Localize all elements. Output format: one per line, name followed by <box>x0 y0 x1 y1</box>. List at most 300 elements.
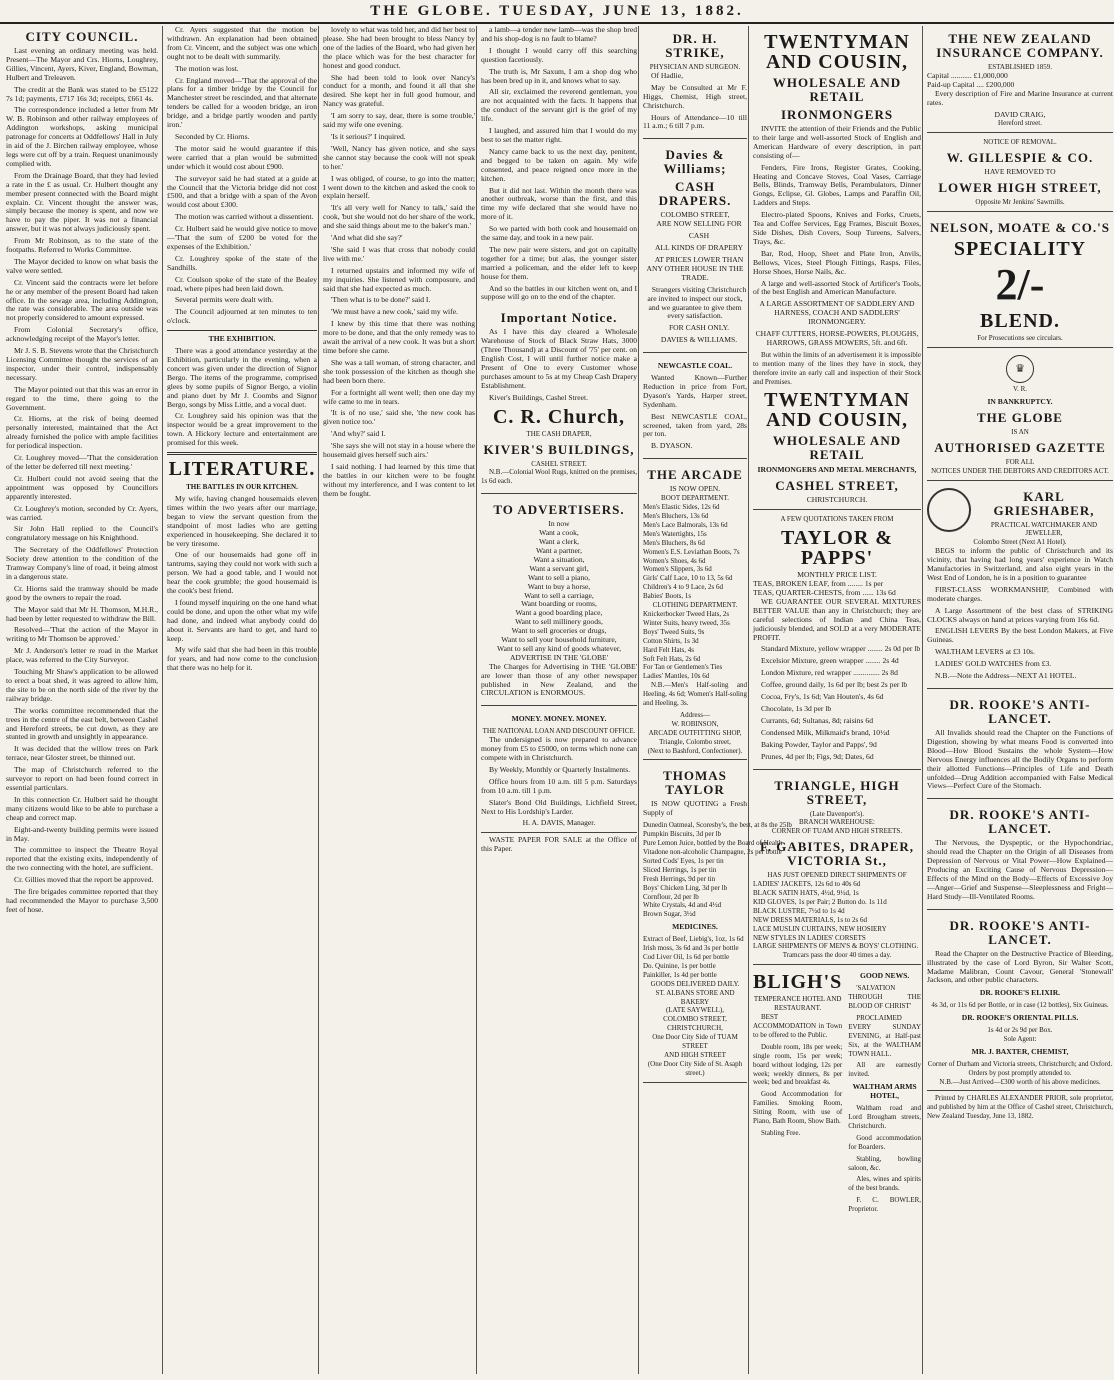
tea-list <box>753 580 921 598</box>
list-item: Cod Liver Oil, 1s 6d per bottle <box>643 952 730 961</box>
important-notice-body <box>481 328 637 402</box>
removal-moved: HAVE REMOVED TO <box>984 167 1056 177</box>
rooke-ad-1 <box>927 692 1113 799</box>
list-item: Women's E.S. Leviathan Boots, 7s <box>643 547 740 556</box>
paragraph: I found myself inquiring on the one hand what could be done, and upon the other what my wife had done, and indeed what anybody could do about it. Servants are hard to get, and hard to keep. <box>167 597 317 643</box>
rooke-ad-3 <box>927 913 1113 1092</box>
address-line: (One Door City Side of St. Asaph street.) <box>647 1059 743 1077</box>
grieshaber-heading: KARL GRIESHABER, <box>993 488 1095 518</box>
list-item: Want a cook, <box>539 528 579 538</box>
story-body <box>323 26 475 499</box>
paragraph: The Council adjourned at ten minutes to ten o'clock. <box>167 307 317 326</box>
paragraph: I was obliged, of course, to go into the matter; I went down to the kitchen and asked the cook to explain herself. <box>323 173 475 201</box>
paragraph: Stabling, bowling saloon, &c. <box>848 1154 921 1172</box>
paragraph: Cr. Loughrey's motion, seconded by Cr. Ayers, was carried. <box>6 503 158 522</box>
insurance-heading: THE NEW ZEALAND INSURANCE COMPANY. <box>936 31 1104 60</box>
strike-heading: DR. H. STRIKE, <box>665 31 725 60</box>
paragraph: Excelsior Mixture, green wrapper ........ 2s 4d <box>761 656 899 666</box>
waste-paper-notice: WASTE PAPER FOR SALE at the Office of this Paper. <box>481 835 637 854</box>
twentyman-ad <box>753 26 921 510</box>
paragraph: 'She said I was that cross that nobody could live with me.' <box>323 244 475 263</box>
paragraph: Bar, Rod, Hoop, Sheet and Plate Iron, Anvils, Bellows, Vices, Steel Plough Fittings, Rasps, Files, Horse Shoes, Horse Nails, &c. <box>753 248 921 276</box>
list-item: Want to sell a carriage, <box>524 590 594 600</box>
paragraph: DAVIES & WILLIAMS. <box>660 335 738 345</box>
paragraph: My wife, having changed housemaids eleven times within the two years after our marriage, began to view the servant question from the standpoint of most ladies who are getting experienced in housekeeping. She declared it to be very tiresome. <box>167 493 317 548</box>
list-item: Want boarding or rooms, <box>521 599 597 609</box>
arcade-heading: THE ARCADE <box>647 467 743 483</box>
arcade-subheading: IS NOW OPEN. <box>669 484 721 494</box>
strike-body <box>643 72 747 131</box>
paragraph: Currants, 6d; Sultanas, 8d; raisins 6d <box>761 715 874 725</box>
paragraph: But it did not last. Within the month there was another outbreak, worse than the first, and this time my wife declared that she would have no more of it. <box>481 185 637 222</box>
globe-for-all: FOR ALL <box>1005 457 1035 466</box>
paragraph: Cr. Gillies moved that the report be approved. <box>14 875 154 885</box>
kiver-note: N.B.—Colonial Wool Rugs, knitted on the premises, 1s 6d each. <box>481 468 637 486</box>
paragraph: BEGS to inform the public of Christchurch and its vicinity, that having had long years' experience in Watch Manufactories in Switzerland, and also eight years in the West End of London, he is in a position to guarantee <box>927 546 1113 582</box>
list-item: Want to sell groceries or drugs, <box>511 626 607 636</box>
divider <box>167 452 317 455</box>
list-item: Women's Shoes, 4s 6d <box>643 556 706 565</box>
paragraph: The map of Christchurch referred to the surveyor to report on had been found correct in essential particulars. <box>6 765 158 792</box>
paragraph: INVITE the attention of their Friends and the Public to their large and well-assorted Stock of English and American Hardware of every description, in part consisting of— <box>753 124 921 160</box>
paragraph: 'It is of no use,' said she, 'the new cook has given notice too.' <box>323 408 475 427</box>
list-item: Men's Lace Balmorals, 13s 6d <box>643 520 728 529</box>
list-item: Want a good boarding place, <box>515 608 603 618</box>
address-line: Triangle, Colombo street, <box>659 737 731 746</box>
kiver-subtitle: CASHEL STREET. <box>531 459 587 468</box>
paragraph: F. C. BOWLER, Proprietor. <box>848 1196 921 1214</box>
list-item: Cotton Shirts, 1s 3d <box>643 636 699 645</box>
paragraph: Office hours from 10 a.m. till 5 p.m. Saturdays from 10 a.m. till 1 p.m. <box>481 776 637 795</box>
paragraph: ENGLISH LEVERS By the best London Makers, at Five Guineas. <box>927 626 1113 645</box>
list-item: Want to sell any kind of goods whatever, <box>497 643 621 653</box>
paragraph: Good accommodation for Boarders. <box>848 1133 921 1151</box>
list-item: In now <box>548 519 570 529</box>
paragraph: Waltham road and Lord Brougham streets, Christchurch. <box>848 1104 921 1130</box>
list-item: Dunedin Oatmeal, Scoresby's, the best, at 8s the 25lb <box>643 821 792 830</box>
list-item: NEW STYLES IN LADIES' CORSETS <box>753 933 866 942</box>
coal-ad <box>643 356 747 459</box>
paragraph: The works committee recommended that the trees in the centre of the east belt, between Cashel and Hereford streets, be cut down, as they are stunted in growth and unsightly in appearance. <box>6 705 158 742</box>
paragraph: Of Hadlie, <box>651 70 684 80</box>
list-item: Men's Elastic Sides, 12s 6d <box>643 503 720 512</box>
list-item: Want to sell your household furniture, <box>501 635 617 645</box>
list-item: LACE MUSLIN CURTAINS, NEW HOSIERY <box>753 924 887 933</box>
list-item: ADVERTISE IN THE 'GLOBE' <box>509 652 609 662</box>
paragraph: A Large Assortment of the best class of STRIKING CLOCKS always on hand at prices varying from 16s 6d. <box>927 605 1113 624</box>
insurance-body: Every description of Fire and Marine Insurance at current rates. <box>927 88 1113 107</box>
imprint: Printed by CHARLES ALEXANDER PRIOR, sole proprietor, and published by him at the Office of Cashel street, Christchurch, New Zealand Tuesday, June 13, 1882. <box>927 1094 1113 1121</box>
davies-subheading: CASH DRAPERS. <box>658 179 732 209</box>
paragraph: The fire brigades committee reported that they had recommended the Mayor to purchase 3,500 feet of hose. <box>6 887 158 914</box>
story-continued-body <box>481 26 637 302</box>
address-line: (Next to Bashford, Confectioner). <box>647 746 743 755</box>
paragraph: She was a tall woman, of strong character, and she took possession of the kitchen as though she had been born there. <box>323 357 475 385</box>
money-heading: MONEY. MONEY. MONEY. <box>511 714 607 724</box>
elixir-price: 4s 3d, or 11s 6d per Bottle, or in case (12 bottles), Six Guineas. <box>931 1001 1109 1010</box>
chaff-line: CHAFF CUTTERS, HORSE-POWERS, PLOUGHS, HARROWS, GRASS MOWERS, 5ft. and 6ft. <box>755 329 919 347</box>
list-item: Babies' Boots, 1s <box>643 592 692 601</box>
saddlery-line: A LARGE ASSORTMENT OF SADDLERY AND HARNESS, COACH AND SADDLERS' IRONMONGERY. <box>759 299 915 327</box>
paragraph: 'SALVATION THROUGH THE BLOOD OF CHRIST' <box>848 984 921 1010</box>
paragraph: I thought I would carry off this searching question facetiously. <box>481 45 637 64</box>
arcade-ad <box>643 462 747 760</box>
nelson-moate-heading: NELSON, MOATE & CO.'S <box>929 220 1111 236</box>
davies-street: COLOMBO STREET, <box>660 210 730 220</box>
arcade-note: N.B.—Men's Half-soling and Heeling, 4s 6d; Women's Half-soling and Heeling, 3s. <box>643 681 747 708</box>
royal-arms-icon: ♛ <box>1006 355 1034 383</box>
paragraph: In this connection Cr. Hulbert said he thought many citizens would like to be able to purchase a cheap and correct map. <box>6 794 158 822</box>
list-item: Capital ........... £1,000,000 <box>927 70 1008 80</box>
list-item: KID GLOVES, 1s per Pair; 2 Button do. 1s 11d <box>753 897 887 906</box>
paragraph: Best NEWCASTLE COAL, screened, taken from yard, 28s per ton. <box>643 411 747 439</box>
list-item: LADIES' JACKETS, 12s 6d to 40s 6d <box>753 880 861 889</box>
insurance-ad <box>927 26 1113 133</box>
grieshaber-body <box>927 547 1113 681</box>
twentyman-subheading: WHOLESALE AND RETAIL <box>772 75 902 104</box>
paragraph: Cr. Loughrey said his opinion was that the inspector would be a great improvement to the town. A Hickory lecture and entertainment are promised for this week. <box>167 411 317 448</box>
insurance-capital <box>927 72 1113 90</box>
rooke-ad-2 <box>927 802 1113 909</box>
list-item: Sorted Cods' Eyes, 1s per tin <box>643 856 724 865</box>
paragraph: I said nothing. I had learned by this time that the battles in our kitchen were to be fought without my interference, and I was content to let them be fought. <box>323 461 475 498</box>
paragraph: Chocolate, 1s 3d per lb <box>761 703 832 713</box>
city-council-heading: CITY COUNCIL. <box>25 29 139 44</box>
oriental-pills-heading: DR. ROOKE'S ORIENTAL PILLS. <box>961 1013 1079 1023</box>
agent-name: MR. J. BAXTER, CHEMIST, <box>971 1046 1069 1056</box>
list-item: Extract of Beef, Liebig's, 1oz, 1s 6d <box>643 935 744 944</box>
paragraph: AT PRICES LOWER THAN ANY OTHER HOUSE IN THE TRADE. <box>646 254 744 282</box>
medicine-heading: MEDICINES. <box>672 922 718 932</box>
paragraph: Last evening an ordinary meeting was held. Present—The Mayor and Crs. Hiorns, Loughrey, Gillies, Vincent, Ayers, Kiver, England, Bowman, Hulbert and Treleaven. <box>6 46 158 82</box>
column-exhibition-literature <box>162 26 317 1374</box>
paragraph: lovely to what was told her, and did her best to please. She had been brought to bless Nancy by one of the ladies of the Board, who had given her the place which was for the best character for honest and good conduct. <box>323 25 475 70</box>
list-item: Paid-up Capital .... £200,000 <box>927 79 1015 89</box>
rooke-body-2: The Nervous, the Dyspeptic, or the Hypochondriac, should read the Chapter on the Origin of all Diseases from Depression of Nervous or Vital Power—How Explained—Producing an Exciting Cause of Nervous Depression—Effects of the Mind on the Body—Effects of Excessive Joy—Anger—Grief and Suspense—Sleeplessness and Fright—Hard Study—Ill-Ventilated Rooms. <box>927 838 1113 901</box>
address-line: AND HIGH STREET <box>664 1050 726 1059</box>
list-item: Men's Watertights, 15s <box>643 529 707 538</box>
list-item: Hard Felt Hats, 4s <box>643 645 694 654</box>
paragraph: By Weekly, Monthly or Quarterly Instalments. <box>489 764 631 774</box>
pocket-watch-icon <box>927 488 971 532</box>
list-item: Children's 4 to 9 Lace, 2s 6d <box>643 583 723 592</box>
elixir-heading: DR. ROOKE'S ELIXIR. <box>979 988 1061 998</box>
gabites-ad <box>753 773 921 966</box>
money-ad <box>481 709 637 833</box>
paragraph: 'I am sorry to say, dear, there is some trouble,' said my wife one evening. <box>323 111 475 130</box>
list-item: Want a clerk, <box>538 537 580 547</box>
rooke-heading-3: DR. ROOKE'S ANTI-LANCET. <box>949 917 1091 947</box>
divider <box>167 330 317 331</box>
taylor-list <box>643 821 792 919</box>
advertisers-ad <box>481 497 637 706</box>
davies-ad <box>643 142 747 353</box>
city-council-body <box>6 47 158 915</box>
list-item: BLACK LUSTRE, 7½d to 1s 4d <box>753 906 845 915</box>
paragraph: The credit at the Bank was stated to be £5122 7s 1d; payments, £717 16s 3d; receipts, £661 4s. <box>6 84 158 103</box>
paragraph: All sir, exclaimed the reverend gentleman, you are not acquainted with the facts. It happens that the conduct of the servant girl is the grief of my life. <box>481 87 637 124</box>
paragraph: The truth is, Mr Saxum, I am a shop dog who has been bred up in it, and knows what to say. <box>481 66 637 85</box>
list-item: BLACK SATIN HATS, 4½d, 9½d, 1s <box>753 889 859 898</box>
removal-street: LOWER HIGH STREET, <box>938 180 1102 196</box>
good-news-body <box>848 984 921 1079</box>
advertisers-list <box>481 520 637 663</box>
paragraph: Standard Mixture, yellow wrapper ........ 2s 0d per lb <box>761 644 921 654</box>
paragraph: Cr. Loughrey spoke of the state of the Sandhills. <box>167 253 317 272</box>
literature-heading: LITERATURE. <box>168 458 316 481</box>
rooke-body-3: Read the Chapter on the Destructive Practice of Bleeding, illustrated by the case of Lord Byron, Sir Walter Scott, Madame Malibran, Count Cavour, General 'Stonewall' Jackson, and other public characters. <box>927 948 1113 985</box>
list-item: Fresh Herrings, 9d per tin <box>643 874 716 883</box>
masthead: THE GLOBE. TUESDAY, JUNE 13, 1882. <box>0 0 1114 24</box>
paragraph: May be Consulted at Mr F. Higgs, Chemist, High street, Christchurch. <box>643 82 747 110</box>
paragraph: London Mixture, red wrapper .............. 2s 8d <box>761 668 898 678</box>
nelson-moate-note: For Prosecutions see circulars. <box>977 334 1063 343</box>
list-item: Want to buy a horse, <box>527 581 591 591</box>
removal-name: W. GILLESPIE & CO. <box>946 150 1094 166</box>
column-twentyman <box>748 26 921 1374</box>
speciality-label: SPECIALITY <box>953 238 1087 261</box>
bankruptcy-heading: IN BANKRUPTCY. <box>987 396 1053 406</box>
twentyman-heading: TWENTYMAN AND COUSIN, <box>764 31 910 73</box>
advertisers-note: The Charges for Advertising in THE 'GLOBE' are lower than those of any other newspaper published in New Zealand, and the CIRCULATION is ENORMOUS. <box>481 661 637 698</box>
rooke-body-1: All Invalids should read the Chapter on the Functions of Digestion, showing by what means Food is converted into Blood—How Blood Sustains the whole System—How Nervous Energy influences all the Bodily Organs to perform their allotted Functions—Principles of Life and Death unfolded—Drug Addition accompanied with False Medical Views—Perfect Cure of the Stomach. <box>927 728 1113 791</box>
grieshaber-subheading: PRACTICAL WATCHMAKER AND JEWELLER, <box>990 520 1098 538</box>
twentyman-ironmongers: IRONMONGERS <box>780 107 894 122</box>
list-item: Soft Felt Hats, 2s 6d <box>643 654 701 663</box>
list-item: TEAS, QUARTER-CHESTS, from ...... 13s 6d <box>753 588 896 597</box>
paragraph: The Mayor said that Mr H. Thomson, M.H.R., had been by letter requested to withdraw the Bill. <box>6 604 158 623</box>
paragraph: The new pair were sisters, and got on capitally together for a time; but alas, the younger sister married a policeman, and the elder left to keep house for them. <box>481 244 637 281</box>
paragraph: 'And why?' said I. <box>331 429 386 439</box>
store-address <box>643 1015 747 1077</box>
taylor-papps-ad <box>753 513 921 769</box>
globe-is-an: IS AN <box>1011 427 1029 436</box>
paragraph: Cr. Hiorns, at the risk of being deemed personally interested, maintained that the Act already furnished the police with ample facilities for periodical inspection. <box>6 414 158 451</box>
rooke-heading-2: DR. ROOKE'S ANTI-LANCET. <box>949 807 1091 837</box>
globe-notices: NOTICES UNDER THE DEBTORS AND CREDITORS ACT. <box>931 466 1109 475</box>
bligh-ad <box>753 968 842 1217</box>
taylor-papps-subheading: MONTHLY PRICE LIST. <box>797 570 877 580</box>
kiver-heading: KIVER'S BUILDINGS, <box>483 441 635 457</box>
list-item: For Tan or Gentlemen's Ties <box>643 663 723 672</box>
list-item: TEAS, BROKEN LEAF, from ........ 1s per <box>753 579 884 589</box>
list-item: Want to sell millinery goods, <box>515 617 603 627</box>
church-name: C. R. Church, <box>492 405 626 428</box>
paragraph: Prunes, 4d per lb; Figs, 9d; Dates, 6d <box>761 751 874 761</box>
bligh-body <box>753 1013 842 1138</box>
list-item: Want a servant girl, <box>529 563 589 573</box>
paragraph: My wife said that she had been in this trouble for years, and had now come to the conclusion that there was no help for it. <box>167 645 317 673</box>
paragraph: From Mr Robinson, as to the state of the footpaths. Referred to Works Committee. <box>6 236 158 255</box>
bottom-ads-row <box>753 968 921 1217</box>
column-story <box>318 26 475 1374</box>
paragraph: The surveyor said he had stated at a guide at the Council that the Victoria bridge did not cost £500, and that a bridge with a span of the Avon would cost about £300. <box>167 173 317 210</box>
list-item: Men's Bluchers, 8s 6d <box>643 538 705 547</box>
paragraph: 'We must have a new cook,' said my wife. <box>331 307 458 317</box>
davies-body <box>643 220 747 345</box>
paragraph: Condensed Milk, Milkmaid's brand, 10½d <box>761 727 890 737</box>
boot-list <box>643 503 747 601</box>
corner-label: CORNER OF TUAM AND HIGH STREETS. <box>771 827 903 836</box>
coal-heading: NEWCASTLE COAL. <box>657 361 733 371</box>
paragraph: Cr. Hulbert said he would give notice to move—'That the sum of £200 be voted for the expenses of the Exhibition.' <box>167 224 317 251</box>
davies-heading: Davies & Williams; <box>663 147 727 177</box>
coal-body <box>643 374 747 451</box>
paragraph: The Secretary of the Oddfellows' Protection Society drew attention to the condition of the Tramway Company's line of road, it being almost in a dangerous state. <box>6 545 158 581</box>
paragraph: 'And what did she say?' <box>331 233 403 243</box>
gabites-list <box>753 880 921 951</box>
paragraph: WE GUARANTEE OUR SEVERAL MIXTURES BETTER VALUE than any in Christchurch; they are careful selections of Indian and China Teas, judiciously blended, and SOLD at a very MODERATE PROFIT. <box>753 596 921 642</box>
paragraph: From Colonial Secretary's office, acknowledging receipt of the Mayor's letter. <box>6 325 158 344</box>
gabites-lead: HAS JUST OPENED DIRECT SHIPMENTS OF <box>767 871 907 880</box>
paragraph: a lamb—a tender new lamb—was the shop bred and his shop-dog is no fault to blame? <box>481 25 637 43</box>
taylor-papps-heading: TAYLOR & PAPPS' <box>781 527 893 570</box>
literature-subheading: THE BATTLES IN OUR KITCHEN. <box>186 483 298 492</box>
list-item: Vitadone non-alcoholic Champagne, 2s per bottle <box>643 848 782 856</box>
paragraph: I laughed, and assured him that I would do my best to set the matter right. <box>481 126 637 144</box>
paragraph: B. DYASON. <box>651 441 693 451</box>
paragraph: PROCLAIMED EVERY SUNDAY EVENING, at Half-past Six, at the WALTHAM TOWN HALL. <box>848 1013 921 1058</box>
paragraph: Cocoa, Fry's, 1s 6d; Van Houten's, 4s 6d <box>761 692 884 702</box>
paragraph: Slater's Bond Old Buildings, Lichfield Street, Next to His Lordship's Larder. <box>481 797 637 816</box>
waltham-body <box>848 1104 921 1214</box>
goods-delivered: GOODS DELIVERED DAILY. <box>650 979 740 988</box>
list-item: Women's Slippers, 3s 6d <box>643 565 712 574</box>
twentyman-city: CHRISTCHURCH. <box>806 495 868 505</box>
address-line: ARCADE OUTFITTING SHOP, <box>648 728 742 737</box>
paragraph: There was a good attendance yesterday at the Exhibition, particularly in the evening, when a concert was given under the direction of Signor Bergo. The items of the programme, comprised glees by some pupils of Signor Bergo, a violin and piano duet by Mr J. Coombs and Signor Bergo, songs by Miss Little, and a vocal duet. <box>167 346 317 409</box>
grieshaber-ad <box>927 484 1113 690</box>
list-item: Pumpkin Biscuits, 3d per lb <box>643 830 721 839</box>
column-right-ads <box>922 26 1113 1374</box>
insurance-established: ESTABLISHED 1859. <box>988 63 1052 71</box>
column-city-council <box>6 26 158 1374</box>
paragraph: She had been told to look over Nancy's conduct for a month, and found it all that she desired. She kept her in full good humour, and Nancy was grateful. <box>323 72 475 109</box>
paragraph: Fenders, Fire Irons, Register Grates, Cooking, Heating and Concave Stoves, Coal Vases, Carriage Bells, Blinds, Tramway Bells, Perambulators, Dinner Gongs, Eclipse, Gl. Globes, Lamps and Paraffin Oil, Ladders and Steps. <box>753 162 921 208</box>
paragraph: The undersigned is now prepared to advance money from £5 to £5000, on terms which none can compete with in Christchurch. <box>481 735 637 762</box>
list-item: Ladies' Mantles, 10s 6d <box>643 672 710 681</box>
money-subheading: THE NATIONAL LOAN AND DISCOUNT OFFICE. <box>482 727 636 736</box>
good-news-heading: GOOD NEWS. <box>859 971 910 981</box>
paragraph: The correspondence included a letter from Mr W. B. Robinson and other railway employees of Addington workshops, asking municipal patronage for concerts at Oddfellows' Hall in July in aid of the J. Birchen railway employee, whose legs were cut off by a train. Request unanimously complied with. <box>6 105 158 168</box>
removal-heading: NOTICE OF REMOVAL. <box>983 138 1057 147</box>
medicine-list <box>643 935 747 980</box>
taylor-papps-lead: A FEW QUOTATIONS TAKEN FROM <box>780 515 894 524</box>
list-item: Knickerbocker Tweed Hats, 2s <box>643 609 730 618</box>
grieshaber-address: Colombo Street (Next A1 Hotel). <box>973 538 1067 547</box>
paragraph: As I have this day cleared a Wholesale Warehouse of Stock of Black Straw Hats, 3000 (Three Thousand) at a Discount of '75' per cent. on English Cost, I will until further notice make a Present of One to every Customer whose purchases amount to 5s at my Cheap Cash Drapery Establishment. <box>481 327 637 390</box>
list-item: Pure Lemon Juice, bottled by the Board of Health <box>643 839 783 848</box>
paragraph: Coffee, ground daily, 1s 6d per lb; best 2s per lb <box>761 680 908 690</box>
address-line: W. ROBINSON, <box>671 719 719 728</box>
paragraph: BEST ACCOMMODATION in Town to be offered to the Public. <box>753 1013 843 1039</box>
paragraph: It was decided that the willow trees on Park terrace, near Gloster street, be thinned out. <box>6 744 158 763</box>
good-news-ad <box>848 968 921 1217</box>
paragraph: Nancy came back to us the next day, penitent, and begged to be taken on again. My wife consented, and peace reigned once more in the kitchen. <box>481 146 637 183</box>
paragraph: So we parted with both cook and housemaid on the same day, and took in a new pair. <box>481 224 637 243</box>
paragraph: Good Accommodation for Families. Smoking Room, Sitting Room, with use of Piano, Bath Room, Show Bath. <box>753 1090 843 1126</box>
paragraph: 'She says she will not stay in a house where the housemaid gives herself such airs.' <box>323 441 475 460</box>
paragraph: Double room, 18s per week; single room, 15s per week; board without lodging, 12s per week; weekly dinners, 8s per week; bed and breakfast 4s. <box>753 1042 843 1087</box>
paragraph: WALTHAM LEVERS at £3 10s. <box>935 647 1035 657</box>
taylor-ad <box>643 763 792 1082</box>
bligh-heading: BLIGH'S <box>753 971 843 994</box>
paragraph: For a fortnight all went well; then one day my wife came to me in tears. <box>323 387 475 406</box>
boot-heading: BOOT DEPARTMENT. <box>661 494 729 503</box>
list-item: Cornflour, 2d per lb <box>643 892 699 901</box>
paragraph: Resolved—'That the action of the Mayor in writing to Mr Thomson be approved.' <box>6 625 158 644</box>
taylor-lead: IS NOW QUOTING a Fresh Supply of <box>643 799 747 818</box>
paragraph: The motion was carried without a dissentient. <box>175 212 314 222</box>
list-item: White Crystals, 4d and 4½d <box>643 901 722 910</box>
list-item: Want a situation, <box>533 554 585 564</box>
paragraph: The Mayor pointed out that this was an error in regard to the time, there going to the Government. <box>6 384 158 412</box>
paragraph: Seconded by Cr. Hiorns. <box>175 131 250 141</box>
paragraph: Ales, wines and spirits of the best brands. <box>848 1175 921 1193</box>
clothing-list <box>643 610 747 681</box>
store-heading: ST. ALBANS STORE AND BAKERY <box>655 988 735 1006</box>
paragraph: FOR CASH ONLY. <box>668 323 730 333</box>
royal-initials: V. R. <box>1012 384 1028 393</box>
list-item: Boys' Tweed Suits, 9s <box>643 627 705 636</box>
removal-note: Opposite Mr Jenkins' Sawmills. <box>975 198 1065 207</box>
list-item: Painkiller, 1s 4d per bottle <box>643 970 717 979</box>
removal-ad <box>927 136 1113 212</box>
arrival-note: N.B.—Just Arrived—£300 worth of his above medicines. <box>939 1077 1101 1086</box>
bankruptcy-ad <box>927 351 1113 481</box>
money-signature: H. A. DAVIS, Manager. <box>522 818 596 828</box>
paragraph: N.B.—Note the Address—NEXT A1 HOTEL. <box>935 671 1077 681</box>
paragraph: The Mayor decided to know on what basis the valve were settled. <box>6 256 158 275</box>
nelson-moate-ad <box>927 215 1113 348</box>
column-notices <box>476 26 637 1374</box>
insurance-address: Hereford street. <box>998 119 1042 128</box>
sole-agent-label: Sole Agent: <box>1003 1034 1037 1043</box>
literature-body <box>167 495 317 673</box>
agent-address: Corner of Durham and Victoria streets, Christchurch; and Oxford. <box>927 1059 1113 1068</box>
church-subtitle: THE CASH DRAPER, <box>526 429 592 438</box>
address-line: Address— <box>680 710 710 719</box>
address-line: COLOMBO STREET, CHRISTCHURCH, <box>663 1015 727 1033</box>
paragraph: Mr J. Anderson's letter re road in the Market place, was referred to the City Surveyor. <box>6 646 158 665</box>
rooke-heading-1: DR. ROOKE'S ANTI-LANCET. <box>949 697 1091 726</box>
two-shilling-label: 2/- <box>995 260 1045 310</box>
taylor-papps-body <box>753 598 921 762</box>
paragraph: Wanted Known—Further Reduction in price from Fort, Dyason's Yards, Harper street, Sydenham. <box>643 373 747 409</box>
paragraph: ALL KINDS OF DRAPERY <box>654 243 744 253</box>
twentyman-note: But within the limits of an advertisement it is impossible to mention many of the lines they have in stock, they therefore invite an early call and inspection of their Stock and Premises. <box>753 350 921 386</box>
list-item: Brown Sugar, 3½d <box>643 910 696 919</box>
paragraph: And so the battles in our kitchen went on, and I suppose will go on to the end of the chapter. <box>481 283 637 302</box>
important-notice-ad <box>481 305 637 494</box>
advertisers-heading: TO ADVERTISERS. <box>493 502 625 518</box>
globe-gazette: AUTHORISED GAZETTE <box>934 439 1106 455</box>
paragraph: CASH <box>688 231 710 241</box>
paragraph: Electro-plated Spoons, Knives and Forks, Cruets, Tea and Coffee Services, Egg Frames, Biscuit Boxes, Side Dishes, Dish Covers, Soup Tureens, Salvers, Trays, &c. <box>753 210 921 246</box>
list-item: Winter Suits, heavy tweed, 35s <box>643 618 730 627</box>
list-item: LARGE SHIPMENTS OF MEN'S & BOYS' CLOTHING. <box>753 942 919 951</box>
store-subheading: (LATE SAYWELL), <box>665 1006 725 1015</box>
paragraph: 'Well, Nancy has given notice, and she says she cannot stay because the cook will not speak to her.' <box>323 143 475 171</box>
blend-label: BLEND. <box>980 310 1060 333</box>
paragraph: Kiver's Buildings, Cashel Street. <box>489 392 589 402</box>
list-item: Do. Quinine, 1s per bottle <box>643 961 716 970</box>
paragraph: One of our housemaids had gone off in tantrums, saying they could not work with such a person. We had a good table, and I would not hear the cook grumble; the good housemaid is the cook's best friend. <box>167 550 317 596</box>
paragraph: Baking Powder, Taylor and Papps', 9d <box>761 739 877 749</box>
paragraph: Cr. Loughrey moved—'That the consideration of the letter be deferred till next meeting.' <box>6 453 158 471</box>
agent-note: Orders by post promptly attended to. <box>968 1068 1072 1077</box>
paragraph: 'Then what is to be done?' said I. <box>331 295 431 305</box>
